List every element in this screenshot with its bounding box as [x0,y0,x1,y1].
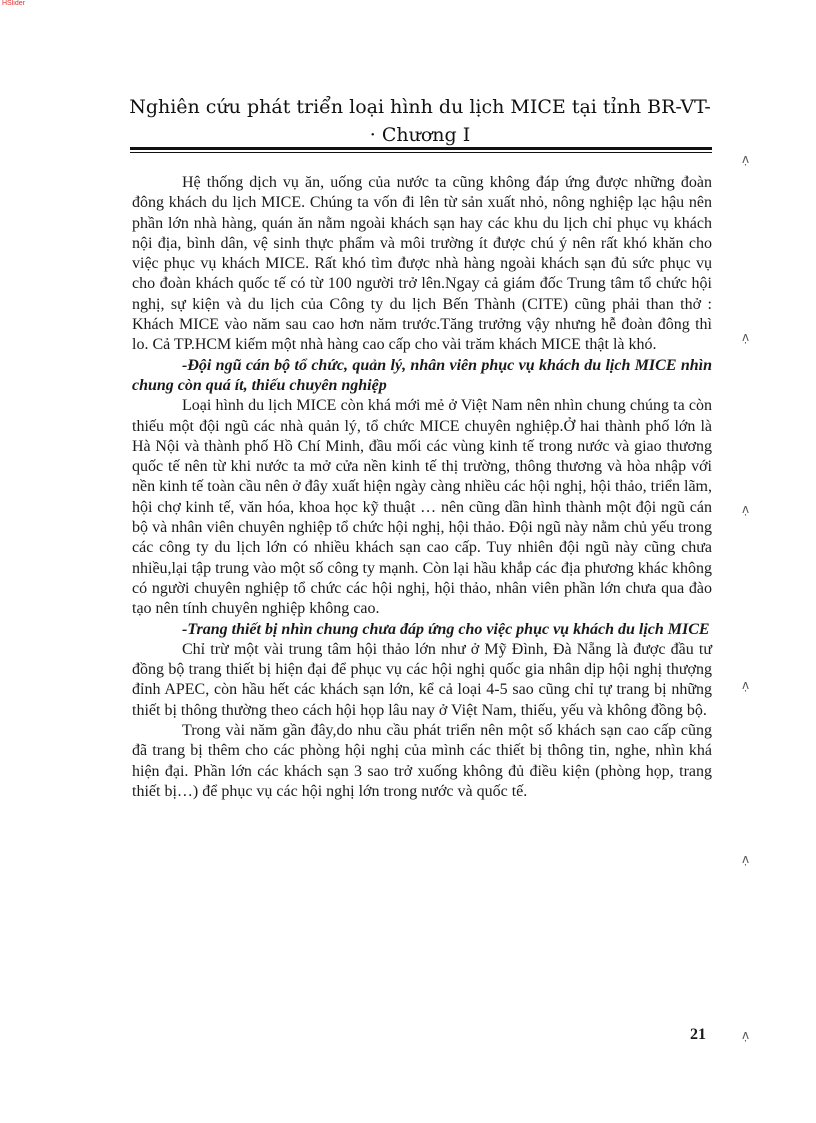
paragraph-staff: Loại hình du lịch MICE còn khá mới mẻ ở Việt Nam nên nhìn chung chúng ta còn thiếu một đội ngũ các nhà quản lý, tổ chức MICE chuyên nghiệp.Ở hai thành phố lớn là Hà Nội và thành phố Hồ Chí Minh, đầu mối các vùng kinh tế trong nước và giao thương quốc tế nên từ khi nước ta mở cửa nền kinh tế thị trường, thông thương và hòa nhập với nền kinh tế toàn cầu nên ở đây xuất hiện ngày càng nhiều các hội nghị, hội thảo, triển lãm, hội chợ kinh tế, văn hóa, khoa học kỹ thuật … nên cũng dần hình thành một đội ngũ cán bộ và nhân viên chuyên nghiệp tổ chức hội nghị, hội thảo. Đội ngũ này nằm chủ yếu trong các công ty du lịch lớn có nhiều khách sạn cao cấp. Tuy nhiên đội ngũ này cũng chưa nhiều,lại tập trung vào một số công ty mạnh. Còn lại hầu khắp các địa phương khác không có người chuyên nghiệp tổ chức các hội nghị, hội thảo, nhân viên phần lớn chưa qua đào tạo nên tính chuyên nghiệp không cao. [132,397,712,618]
scan-speck: ʌ̣ [742,330,750,344]
scan-speck: ʌ̣ [742,1028,750,1042]
paragraph-hotels: Trong vài năm gần đây,do nhu cầu phát triển nên một số khách sạn cao cấp cũng đã trang bị thêm cho các phòng hội nghị của mình các thiết bị thông tin, nghe, nhìn khá hiện đại. Phần lớn các khách sạn 3 sao trở xuống không đủ điều kiện (phòng họp, trang thiết bị…) để phục vụ các hội nghị lớn trong nước và quốc tế. [132,722,712,800]
header-title-line-1: Nghiên cứu phát triển loại hình du lịch MICE tại tỉnh BR-VT- [129,96,711,118]
subheading-equipment: -Trang thiết bị nhìn chung chưa đáp ứng cho việc phục vụ khách du lịch MICE [182,620,710,638]
scan-speck: ʌ̣ [742,852,750,866]
scan-speck: ʌ̣ [742,502,750,516]
scan-speck: ʌ̣ [742,678,750,692]
header-rule-thick [130,147,712,150]
paragraph-equipment: Chỉ trừ một vài trung tâm hội thảo lớn như ở Mỹ Đình, Đà Nẵng là được đầu tư đồng bộ trang thiết bị hiện đại để phục vụ các hội nghị quốc gia nhân dịp hội nghị thượng đỉnh APEC, còn hầu hết các khách sạn lớn, kể cả loại 4-5 sao cũng chỉ tự trang bị những thiết bị thông thường theo cách hội họp lâu nay ở Việt Nam, thiếu, yếu và không đồng bộ. [132,640,712,719]
header-rule-thin [130,152,712,153]
paragraph-dining: Hệ thống dịch vụ ăn, uống của nước ta cũng không đáp ứng được những đoàn đông khách du lịch MICE. Chúng ta vốn đi lên từ sản xuất nhỏ, nông nghiệp lạc hậu nên phần lớn nhà hàng, quán ăn nằm ngoài khách sạn hay các khu du lịch chỉ phục vụ khách nội địa, bình dân, vệ sinh thực phẩm và môi trường ít được chú ý nên rất khó khăn cho việc phục vụ khách MICE. Rất khó tìm được nhà hàng ngoài khách sạn đủ sức phục vụ cho đoàn khách quốc tế có từ 100 người trở lên.Ngay cả giám đốc Trung tâm tổ chức hội nghị, sự kiện và du lịch của Công ty du lịch Bến Thành (CITE) cũng phải than thở : Khách MICE vào năm sau cao hơn năm trước.Tăng trưởng vậy nhưng hễ đoàn đông thì lo. Cả TP.HCM kiếm một nhà hàng cao cấp cho vài trăm khách MICE thật là khó. [132,174,712,354]
corner-mark: HSlider [2,0,25,7]
page-number: 21 [690,1026,706,1043]
header-title-line-2: · Chương I [369,124,471,146]
subheading-staff: -Đội ngũ cán bộ tổ chức, quản lý, nhân viên phục vụ khách du lịch MICE nhìn chung còn quá ít, thiếu chuyên nghiệp [132,356,712,394]
body-text [132,173,712,802]
scan-speck: ʌ̣ [742,152,750,166]
page-header [120,93,720,149]
